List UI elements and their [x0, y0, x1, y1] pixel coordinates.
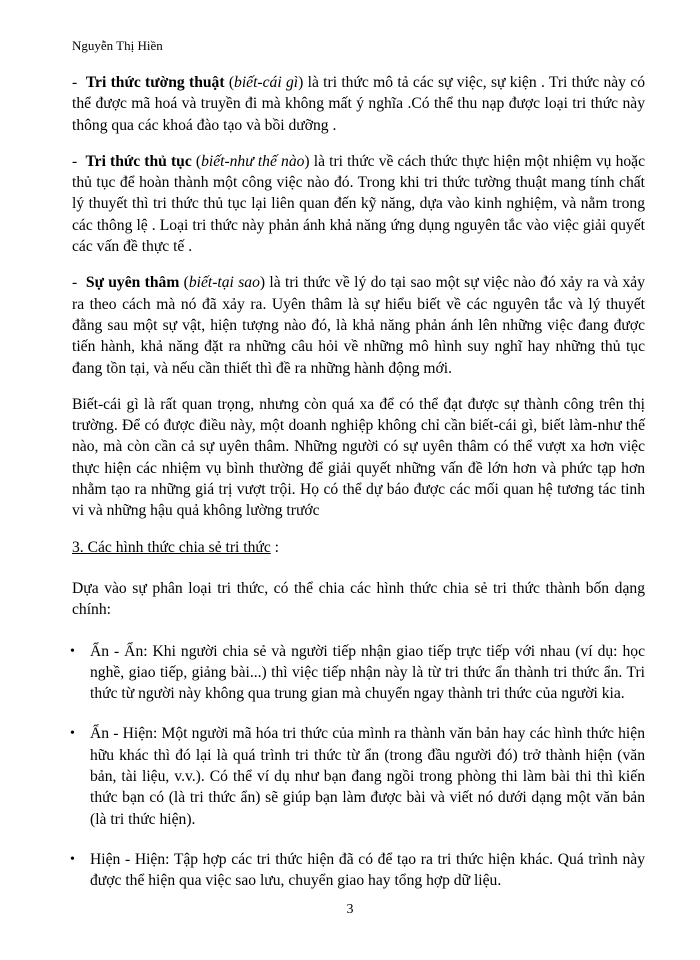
gloss-know-how: biết-như thế nào [201, 152, 305, 170]
list-item-text: Ẩn - Ẩn: Khi người chia sẻ và người tiếp nhận giao tiếp trực tiếp với nhau (ví dụ: học nghề, giao tiếp, giảng bài...) thì việc tiếp nhận này là từ tri thức ẩn thành tri thức ẩn. Tri thức từ người này không qua trung gian mà chuyển ngay thành tri thức của người kia. [90, 642, 645, 703]
list-item-text: Ẩn - Hiện: Một người mã hóa tri thức của mình ra thành văn bản hay các hình thức hiện hữu khác thì đó lại là quá trình tri thức từ ẩn (trong đầu người đó) trở thành hiện (văn bản, tài liệu, v.v.). Có thể ví dụ như bạn đang ngồi trong phòng thi làm bài thi thì kiến thức bạn có (là tri thức ẩn) sẽ giúp bạn làm được bài và viết nó dưới dạng một văn bản (là tri thức hiện). [90, 725, 645, 828]
term-expertise: Sự uyên thâm [85, 274, 180, 292]
summary-paragraph: Biết-cái gì là rất quan trọng, nhưng còn quá xa để có thể đạt được sự thành công trên thị trường. Để có được điều này, một doanh nghiệp không chỉ cần biết-cái gì, biết làm-như thế nào, mà còn cần cả sự uyên thâm. Những người có sự uyên thâm có thể vượt xa hơn việc thực hiện các nhiệm vụ bình thường để giải quyết những vấn đề lớn hơn và phức tạp hơn nhằm tạo ra những giá trị vượt trội. Họ có thể dự báo được các mối quan hệ tương tác tinh vi và những hậu quả không lường trước [72, 395, 645, 520]
page-body [72, 72, 645, 911]
section-number: 3. [72, 538, 88, 556]
definition-text: là tri thức mô tả các sự việc, sự kiện . Tri thức này có thể được mã hoá và truyền đi mà không mất ý nghĩa .Có thể thu nạp được loại tri thức này thông qua các khoá đào tạo và bồi dưỡng . [72, 74, 645, 134]
section-title-suffix: : [270, 538, 280, 556]
section-intro: Dựa vào sự phân loại tri thức, có thể chia các hình thức chia sẻ tri thức thành bốn dạng chính: [72, 579, 645, 619]
bullet-icon: • [70, 643, 75, 659]
knowledge-type-procedural [72, 151, 645, 257]
list-item [72, 723, 645, 829]
paren-open: ( [191, 152, 202, 170]
list-item [72, 641, 645, 705]
gloss-know-what: biết-cái gì [234, 74, 299, 91]
sharing-forms-list [72, 641, 645, 892]
term-declarative-knowledge: Tri thức tường thuật [85, 74, 225, 91]
paren-close: ) [304, 152, 310, 170]
paren-close: ) [259, 274, 266, 292]
definition-text: là tri thức về lý do tại sao một sự việc nào đó xảy ra và xảy ra theo cách mà nó đã xảy ra. Uyên thâm là sự hiểu biết về các nguyên tắc và lý thuyết đằng sau một sự vật, hiện tượng nào đó, là khả năng phản ánh lên những việc đang được tiến hành, khả năng đặt ra những câu hỏi về những mô hình suy nghĩ hay những thủ tục đang tồn tại, và nếu cần thiết thì đề ra những hành động mới. [72, 274, 645, 377]
dash-marker: - [72, 152, 78, 170]
paren-open: ( [179, 274, 189, 292]
list-item-text: Hiện - Hiện: Tập hợp các tri thức hiện đã có để tạo ra tri thức hiện khác. Quá trình này được thể hiện qua việc sao lưu, chuyển giao hay tổng hợp dữ liệu. [90, 850, 645, 890]
dash-marker: - [72, 74, 78, 91]
section-heading [72, 537, 645, 558]
term-procedural-knowledge: Tri thức thủ tục [85, 152, 192, 170]
knowledge-type-expertise [72, 272, 645, 378]
paren-close: ) [298, 74, 304, 91]
bullet-icon: • [70, 726, 75, 742]
running-header-author: Nguyễn Thị Hiền [72, 38, 163, 53]
section-title: Các hình thức chia sẻ tri thức [87, 538, 271, 556]
knowledge-type-declarative [72, 72, 645, 136]
gloss-know-why: biết-tại sao [188, 274, 260, 292]
paren-open: ( [224, 74, 235, 91]
definition-text: là tri thức về cách thức thực hiện một nhiệm vụ hoặc thủ tục để hoàn thành một công việc nào đó. Trong khi tri thức tường thuật mang tính chất lý thuyết thì tri thức thủ tục lại liên quan đến kỹ năng, dựa vào kinh nghiệm, và nằm trong các thông lệ . Loại tri thức này phản ánh khả năng ứng dụng nguyên tắc vào việc giải quyết các vấn đề thực tế . [72, 152, 646, 256]
bullet-icon: • [70, 851, 75, 867]
page-number: 3 [346, 902, 354, 917]
dash-marker: - [72, 274, 78, 292]
list-item [72, 849, 645, 892]
